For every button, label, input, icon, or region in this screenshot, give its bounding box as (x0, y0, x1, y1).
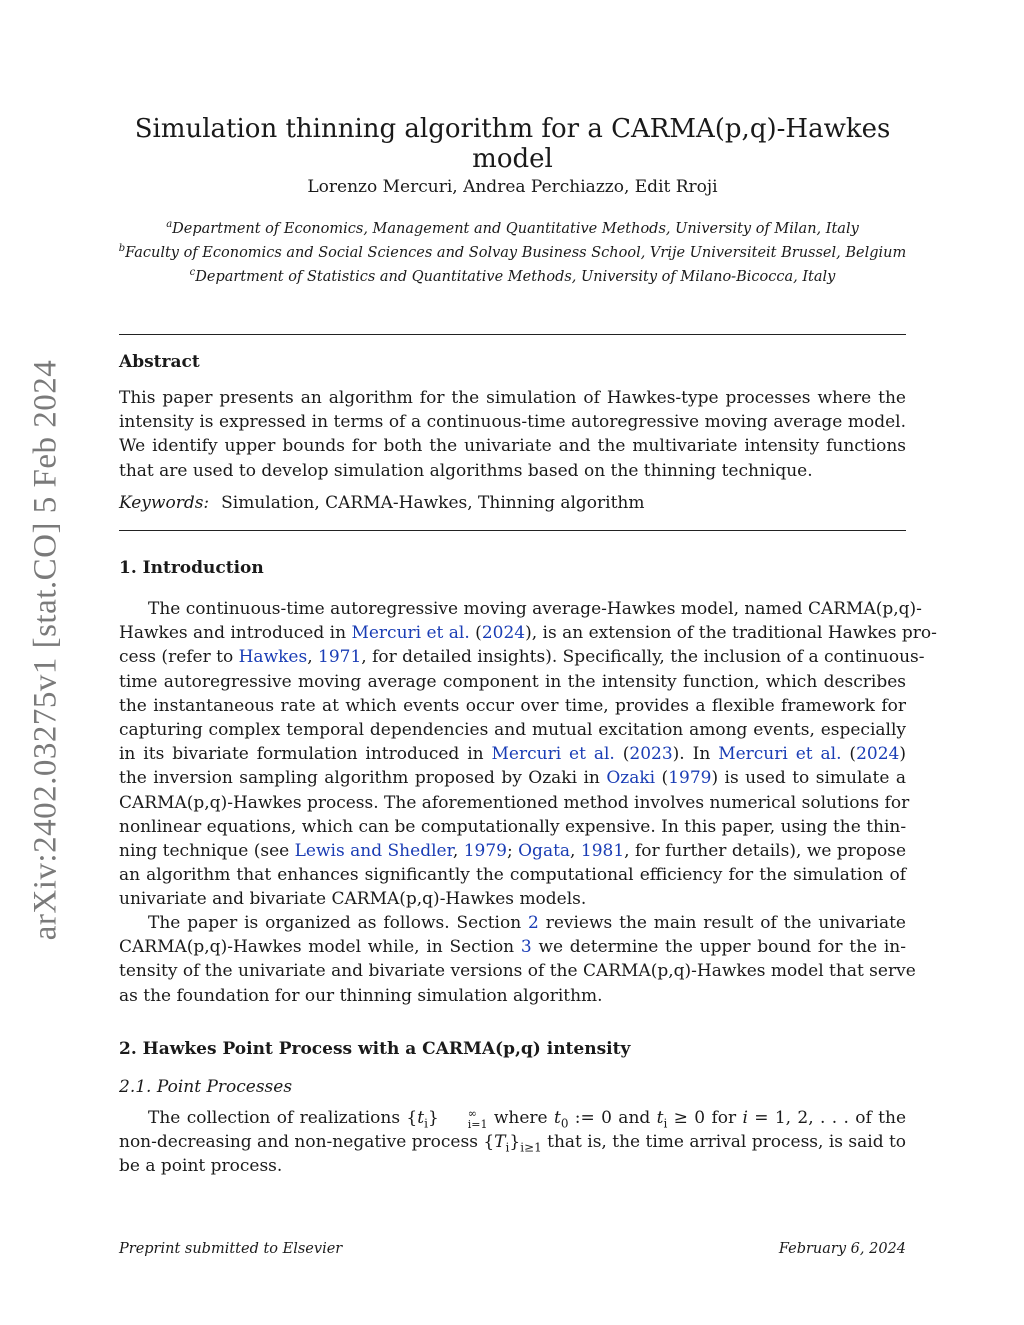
affiliations (104, 215, 921, 286)
citation-link[interactable]: 1979 (463, 840, 507, 861)
affiliation-mark: a (166, 219, 173, 230)
arxiv-identifier-text: arXiv:2402.03275v1 [stat.CO] 5 Feb 2024 (27, 359, 64, 941)
text-line: capturing complex temporal dependencies and mutual excitation among events, especially (119, 719, 906, 740)
citation-link[interactable]: 2024 (856, 744, 900, 765)
abstract-line: that are used to develop simulation algorithms based on the thinning technique. (119, 460, 813, 481)
paper-title: Simulation thinning algorithm for a CARMA(p,q)-Hawkes model (134, 114, 891, 174)
subsection-2-1-heading: 2.1. Point Processes (119, 1077, 293, 1097)
citation-link[interactable]: Mercuri et al. (351, 623, 470, 644)
citation-link[interactable]: Hawkes (238, 647, 308, 668)
text-line: univariate and bivariate CARMA(p,q)-Hawkes models. (119, 889, 587, 910)
citation-link[interactable]: 1981 (580, 840, 625, 861)
text-line: ning technique (see Lewis and Shedler, 1979; Ogata, 1981, for further details), we propose (119, 840, 907, 861)
footer-date: February 6, 2024 (778, 1241, 906, 1257)
text-line: nonlinear equations, which can be computationally expensive. In this paper, using the thin- (119, 816, 907, 837)
arxiv-identifier (28, 360, 65, 940)
affiliation-c (104, 263, 921, 287)
citation-link[interactable]: 2024 (481, 623, 526, 644)
text-line: CARMA(p,q)-Hawkes process. The aforementioned method involves numerical solutions for (119, 792, 910, 813)
abstract-line: intensity is expressed in terms of a continuous-time autoregressive moving average model. (119, 412, 906, 433)
affiliation-text: Faculty of Economics and Social Sciences and Solvay Business School, Vrije Universiteit Brussel, Belgium (125, 244, 907, 261)
text-line: Hawkes and introduced in Mercuri et al. (2024), is an extension of the traditional Hawkes pro- (119, 623, 937, 644)
math-symbol: t (553, 1108, 561, 1128)
keywords-label: Keywords: (119, 493, 210, 513)
affiliation-mark: b (118, 242, 126, 254)
intro-paragraph-1 (119, 597, 937, 911)
citation-link[interactable]: 1971 (318, 647, 362, 668)
keywords-value: Simulation, CARMA-Hawkes, Thinning algorithm (221, 493, 645, 513)
footer-preprint-note: Preprint submitted to Elsevier (119, 1241, 343, 1257)
text-line: cess (refer to Hawkes, 1971, for detailed insights). Specifically, the inclusion of a continuous- (119, 647, 925, 668)
citation-link[interactable]: Ozaki (606, 768, 656, 789)
point-process-paragraph (119, 1106, 906, 1179)
math-symbol: T (494, 1132, 506, 1153)
abstract-heading: Abstract (119, 352, 200, 372)
math-symbol: t (417, 1108, 425, 1128)
affiliation-b (104, 239, 921, 263)
text-line: tensity of the univariate and bivariate versions of the CARMA(p,q)-Hawkes model that serve (119, 961, 916, 982)
text-line: time autoregressive moving average component in the intensity function, which describes (119, 671, 906, 692)
affiliation-text: Department of Economics, Management and Quantitative Methods, University of Milan, Italy (172, 220, 859, 237)
text-line: be a point process. (119, 1156, 283, 1177)
author-list: Lorenzo Mercuri, Andrea Perchiazzo, Edit Rroji (307, 177, 718, 197)
affiliation-text: Department of Statistics and Quantitative Methods, University of Milano-Bicocca, Italy (195, 268, 836, 285)
abstract-bottom-rule (119, 530, 906, 531)
citation-link[interactable]: Mercuri et al. (718, 744, 842, 765)
affiliation-mark: c (189, 266, 196, 278)
abstract-top-rule (119, 334, 906, 335)
math-subscript: i≥1 (520, 1140, 542, 1155)
text-line: the instantaneous rate at which events occur over time, provides a flexible framework for (119, 695, 906, 716)
text-line: The paper is organized as follows. Section 2 reviews the main result of the univariate (148, 913, 906, 933)
math-subscript: i (505, 1140, 510, 1155)
intro-paragraph-2 (119, 911, 916, 1008)
citation-link[interactable]: 1979 (668, 768, 712, 789)
abstract-line: We identify upper bounds for both the univariate and the multivariate intensity functions (119, 436, 906, 457)
math-subscript: 0 (560, 1116, 569, 1131)
keywords (119, 493, 645, 513)
section-2-heading: 2. Hawkes Point Process with a CARMA(p,q) intensity (119, 1039, 631, 1059)
citation-link[interactable]: Lewis and Shedler (294, 840, 453, 861)
citation-link[interactable]: 2 (528, 913, 539, 933)
text-line: as the foundation for our thinning simulation algorithm. (119, 985, 603, 1006)
citation-link[interactable]: Mercuri et al. (491, 744, 615, 765)
affiliation-a (104, 215, 921, 239)
math-subscript: i (424, 1116, 428, 1131)
text-line: non-decreasing and non-negative process $\{T_i\}_{i\ge 1}$ that is, the time arrival process, is said to (119, 1132, 907, 1155)
math-subscript: i (663, 1116, 668, 1131)
abstract-body (119, 386, 906, 483)
citation-link[interactable]: 3 (520, 937, 532, 958)
math-symbol: i (742, 1108, 748, 1128)
text-line: the inversion sampling algorithm proposed by Ozaki in Ozaki (1979) is used to simulate a (119, 768, 907, 789)
section-1-heading: 1. Introduction (119, 558, 264, 578)
text-line: CARMA(p,q)-Hawkes model while, in Section 3 we determine the upper bound for the in- (119, 937, 906, 958)
math-symbol: t (656, 1108, 664, 1128)
text-line: in its bivariate formulation introduced in Mercuri et al. (2023). In Mercuri et al. (2024) (119, 744, 906, 765)
math-limits: ∞ i=1 (467, 1106, 488, 1131)
citation-link[interactable]: 2023 (629, 744, 673, 765)
text-line: The collection of realizations $\{t_i\}$ ∞ i=1 where $t_0$ := 0 and $t_i \ge 0$ for i = 1, 2, . . . of the (148, 1106, 907, 1131)
citation-link[interactable]: Ogata (518, 840, 571, 861)
text-line: The continuous-time autoregressive moving average-Hawkes model, named CARMA(p,q)- (148, 599, 922, 619)
abstract-line: This paper presents an algorithm for the simulation of Hawkes-type processes where the (119, 388, 906, 408)
text-line: an algorithm that enhances significantly the computational efficiency for the simulation of (119, 865, 906, 886)
